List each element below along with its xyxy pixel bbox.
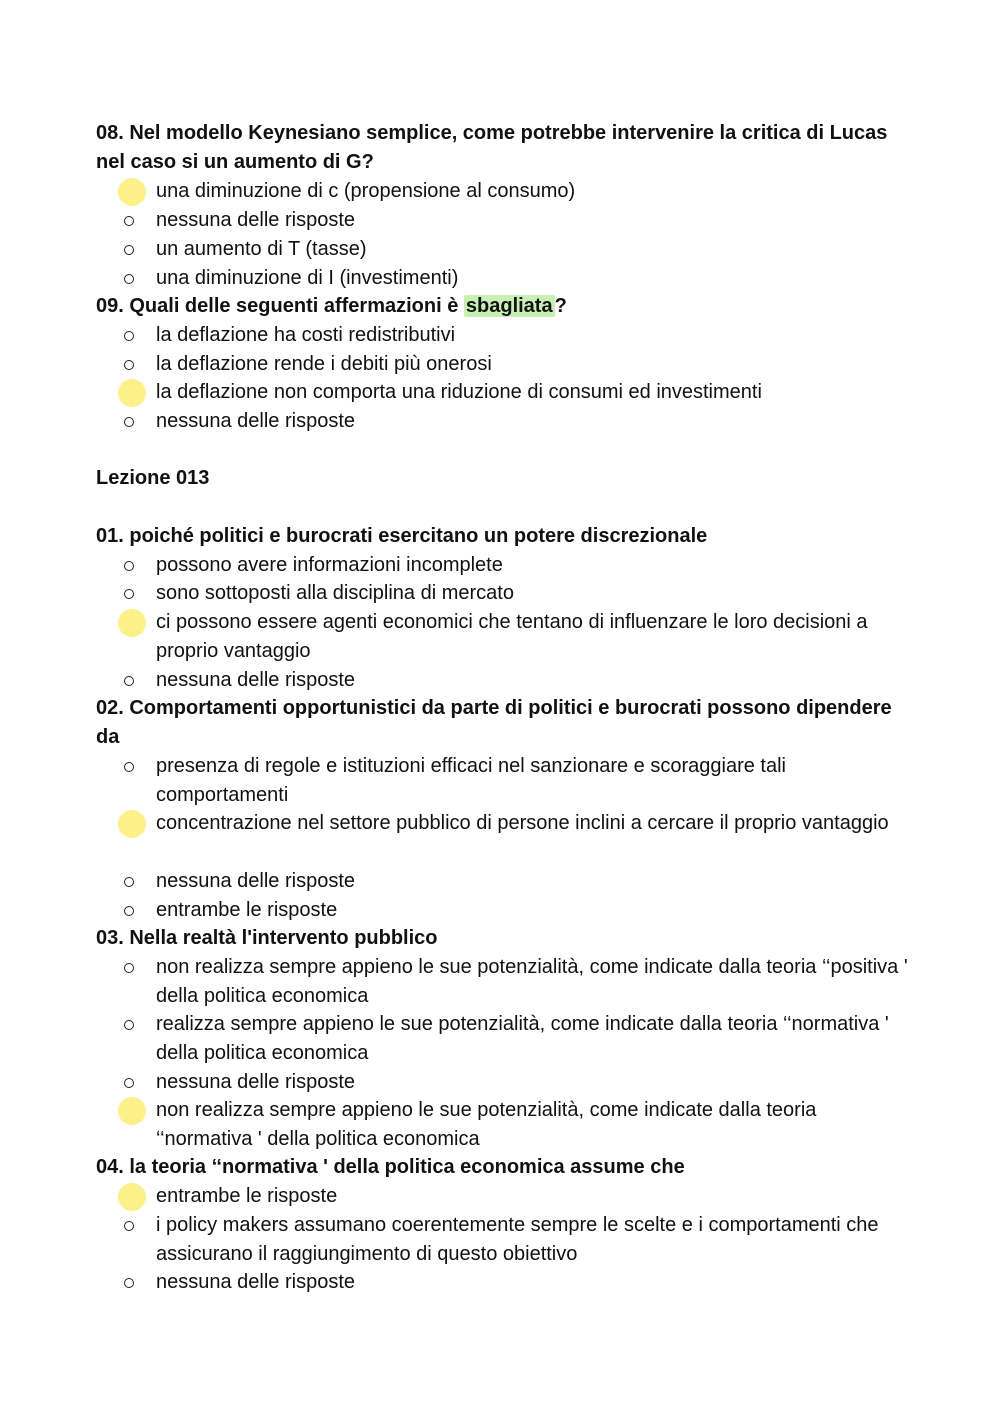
option-text: non realizza sempre appieno le sue potenzialità, come indicate dalla teoria ‘‘positiva ' della politica economica (156, 956, 908, 1007)
bullet-circle-icon (122, 752, 136, 781)
answer-marker (118, 379, 146, 407)
option-text: nessuna delle risposte (156, 410, 356, 432)
option-text: nessuna delle risposte (156, 870, 356, 892)
option-text: la deflazione ha costi redistributivi (156, 324, 456, 346)
option-text: la deflazione non comporta una riduzione di consumi ed investimenti (156, 381, 762, 403)
option-09-b (156, 350, 916, 379)
option-text: la deflazione rende i debiti più onerosi (156, 353, 492, 375)
option-text: realizza sempre appieno le sue potenzialità, come indicate dalla teoria ‘‘normativa ' della politica economica (156, 1013, 889, 1064)
option-text: possono avere informazioni incomplete (156, 554, 503, 576)
option-text: concentrazione nel settore pubblico di persone inclini a cercare il proprio vantaggio (156, 812, 889, 834)
option-text: i policy makers assumano coerentemente sempre le scelte e i comportamenti che assicurano il raggiungimento di questo obiettivo (156, 1214, 879, 1265)
option-02-b (156, 809, 916, 838)
option-text: nessuna delle risposte (156, 209, 356, 231)
answer-marker (118, 1183, 146, 1211)
option-03-a (156, 953, 916, 1011)
option-text: una diminuzione di I (investimenti) (156, 267, 459, 289)
option-text: non realizza sempre appieno le sue potenzialità, come indicate dalla teoria ‘‘normativa ' della politica economica (156, 1099, 817, 1150)
option-text: entrambe le risposte (156, 1185, 338, 1207)
option-08-b (156, 206, 916, 235)
question-08: 08. Nel modello Keynesiano semplice, come potrebbe intervenire la critica di Lucas nel caso si un aumento di G? (96, 122, 888, 173)
bullet-circle-icon (122, 1211, 136, 1240)
option-text: una diminuzione di c (propensione al consumo) (156, 180, 576, 202)
option-09-c (156, 378, 916, 407)
option-03-c (156, 1068, 916, 1097)
answer-marker (118, 810, 146, 838)
bullet-circle-icon (122, 1268, 136, 1297)
option-02-a (156, 752, 916, 810)
keyword-highlight: sbagliata (465, 295, 553, 317)
bullet-circle-icon (122, 206, 136, 235)
bullet-circle-icon (122, 407, 136, 436)
bullet-circle-icon (122, 1068, 136, 1097)
bullet-circle-icon (122, 235, 136, 264)
lesson-question-04: 04. la teoria ‘‘normativa ' della politica economica assume che (96, 1156, 685, 1178)
lesson-question-01: 01. poiché politici e burocrati esercitano un potere discrezionale (96, 525, 708, 547)
section-heading: Lezione 013 (96, 467, 210, 489)
option-text: sono sottoposti alla disciplina di mercato (156, 582, 514, 604)
option-01-a (156, 551, 916, 580)
bullet-circle-icon (122, 350, 136, 379)
option-01-b (156, 579, 916, 608)
bullet-circle-icon (122, 896, 136, 925)
option-text: nessuna delle risposte (156, 669, 356, 691)
option-02-c (156, 867, 916, 896)
option-04-b (156, 1211, 916, 1269)
bullet-circle-icon (122, 264, 136, 293)
option-01-c (156, 608, 916, 666)
answer-marker (118, 609, 146, 637)
option-03-d (156, 1096, 916, 1154)
option-text: nessuna delle risposte (156, 1071, 356, 1093)
option-08-a (156, 177, 916, 206)
bullet-circle-icon (122, 867, 136, 896)
lesson-question-02: 02. Comportamenti opportunistici da parte di politici e burocrati possono dipendere da (96, 697, 892, 748)
option-08-d (156, 264, 916, 293)
bullet-circle-icon (122, 953, 136, 982)
option-09-a (156, 321, 916, 350)
option-text: ci possono essere agenti economici che tentano di influenzare le loro decisioni a proprio vantaggio (156, 611, 868, 662)
option-02-d (156, 896, 916, 925)
option-text: entrambe le risposte (156, 899, 338, 921)
option-04-c (156, 1268, 916, 1297)
answer-marker (118, 1097, 146, 1125)
option-text: presenza di regole e istituzioni efficaci nel sanzionare e scoraggiare tali comportamenti (156, 755, 786, 806)
option-text: un aumento di T (tasse) (156, 238, 367, 260)
question-text-end: ? (554, 295, 567, 317)
bullet-circle-icon (122, 666, 136, 695)
question-text: 09. Quali delle seguenti affermazioni è (96, 295, 464, 317)
bullet-circle-icon (122, 579, 136, 608)
option-03-b (156, 1010, 916, 1068)
option-text: nessuna delle risposte (156, 1271, 356, 1293)
option-09-d (156, 407, 916, 436)
question-09 (96, 292, 916, 321)
bullet-circle-icon (122, 551, 136, 580)
bullet-circle-icon (122, 1010, 136, 1039)
option-08-c (156, 235, 916, 264)
option-01-d (156, 666, 916, 695)
answer-marker (118, 178, 146, 206)
option-04-a (156, 1182, 916, 1211)
bullet-circle-icon (122, 321, 136, 350)
lesson-question-03: 03. Nella realtà l'intervento pubblico (96, 927, 438, 949)
